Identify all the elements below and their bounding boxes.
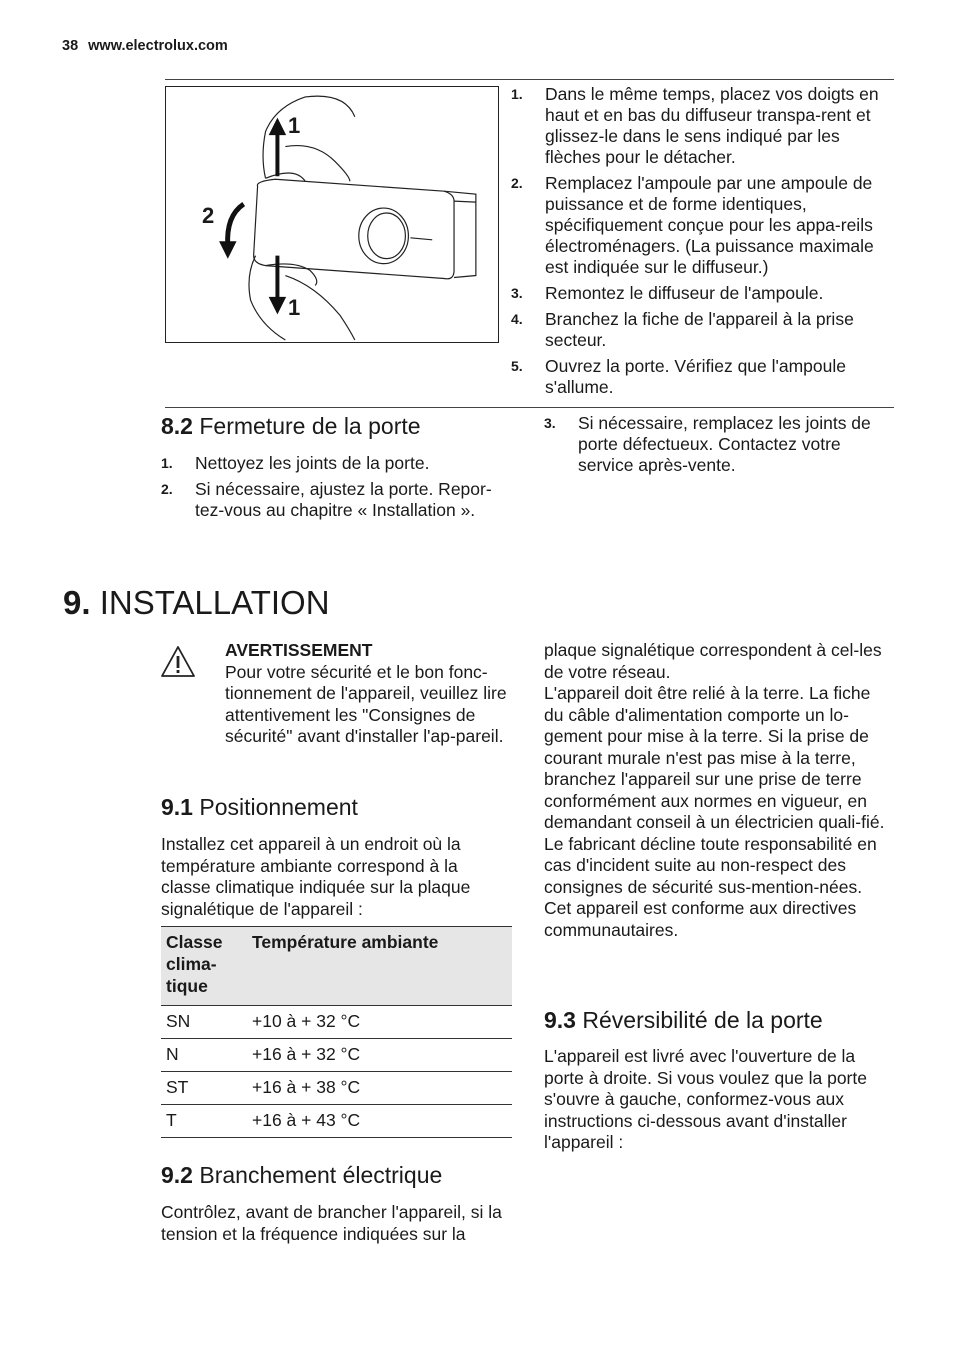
door-closing-steps-continued bbox=[544, 413, 896, 481]
chapter-title: 9. INSTALLATION bbox=[63, 584, 330, 621]
list-item: 3. Si nécessaire, remplacez les joints de porte défectueux. Contactez votre service après-vente. bbox=[544, 413, 871, 475]
list-item: 1. Nettoyez les joints de la porte. bbox=[161, 453, 430, 473]
list-item: 2. Remplacez l'ampoule par une ampoule de puissance et de forme identiques, spécifiquement conçue pour les appa-reils électroménagers. (La puissance maximale est indiquée sur le diffuseur.) bbox=[511, 173, 874, 277]
warning-box bbox=[225, 640, 515, 748]
warning-icon bbox=[160, 645, 196, 679]
page-number: 38 bbox=[62, 38, 79, 54]
section-9-1-heading: 9.1 Positionnement bbox=[161, 794, 358, 820]
table-header-row bbox=[161, 927, 512, 1006]
table-row: N +16 à + 32 °C bbox=[161, 1039, 512, 1072]
electrical-connection-text: Contrôlez, avant de brancher l'appareil, si la tension et la fréquence indiquées sur la bbox=[161, 1202, 502, 1244]
electrical-continued: plaque signalétique correspondent à cel-les de votre réseau. L'appareil doit être relié à la terre. La fiche du câble d'alimentation comporte un lo-gement pour mise à la terre. Si la prise de courant murale n'est pas mise à la terre, branchez l'appareil sur une prise de terre conformément aux normes en vigueur, en demandant conseil à un électricien quali-fié. Le fabricant décline toute responsabilité en cas d'incident suite au non-respect des consignes de sécurité sus-mention-nées. Cet appareil est conforme aux directives communautaires. bbox=[544, 640, 885, 940]
list-item: 4. Branchez la fiche de l'appareil à la prise secteur. bbox=[511, 309, 854, 350]
arrow-up-icon bbox=[269, 119, 285, 177]
climate-class-table bbox=[161, 926, 512, 1138]
figure-label-1-top: 1 bbox=[288, 113, 301, 138]
door-reversibility-text: L'appareil est livré avec l'ouverture de la porte à droite. Si vous voulez que la porte s'ouvre à gauche, conformez-vous aux instructions ci-dessous avant d'installer l'appareil : bbox=[544, 1046, 867, 1152]
list-item: 3. Remontez le diffuseur de l'ampoule. bbox=[511, 283, 824, 303]
column-header: Classe clima-tique bbox=[161, 927, 247, 1006]
lamp-diffuser-illustration bbox=[165, 86, 499, 343]
figure-label-1-bottom: 1 bbox=[288, 295, 301, 320]
lamp-replacement-steps bbox=[511, 84, 896, 403]
rotate-arrow-icon bbox=[220, 204, 244, 258]
door-closing-steps bbox=[161, 453, 516, 526]
list-item: 2. Si nécessaire, ajustez la porte. Repor-tez-vous au chapitre « Installation ». bbox=[161, 479, 492, 520]
list-item: 5. Ouvrez la porte. Vérifiez que l'ampoule s'allume. bbox=[511, 356, 846, 397]
table-row: ST +16 à + 38 °C bbox=[161, 1072, 512, 1105]
section-9-3-heading: 9.3 Réversibilité de la porte bbox=[544, 1007, 823, 1033]
table-row: SN +10 à + 32 °C bbox=[161, 1006, 512, 1039]
section-rule bbox=[165, 407, 894, 408]
warning-text: Pour votre sécurité et le bon fonc-tionnement de l'appareil, veuillez lire attentivement les "Consignes de sécurité" avant d'installer l'ap-pareil. bbox=[225, 661, 507, 746]
column-header: Température ambiante bbox=[247, 927, 512, 1006]
figure-label-2: 2 bbox=[202, 203, 215, 228]
website-link[interactable]: www.electrolux.com bbox=[88, 38, 228, 54]
table-row: T +16 à + 43 °C bbox=[161, 1105, 512, 1138]
page-header bbox=[62, 38, 228, 54]
top-rule bbox=[165, 79, 894, 80]
positioning-intro: Installez cet appareil à un endroit où la température ambiante correspond à la classe climatique indiquée sur la plaque signalétique de l'appareil : bbox=[161, 834, 471, 919]
list-item: 1. Dans le même temps, placez vos doigts en haut et en bas du diffuseur transpa-rent et glissez-le dans le sens indiqué par les flèches pour le détacher. bbox=[511, 84, 879, 167]
section-9-2-heading: 9.2 Branchement électrique bbox=[161, 1162, 443, 1188]
warning-title: AVERTISSEMENT bbox=[225, 640, 373, 660]
section-8-2-heading: 8.2 Fermeture de la porte bbox=[161, 413, 421, 439]
